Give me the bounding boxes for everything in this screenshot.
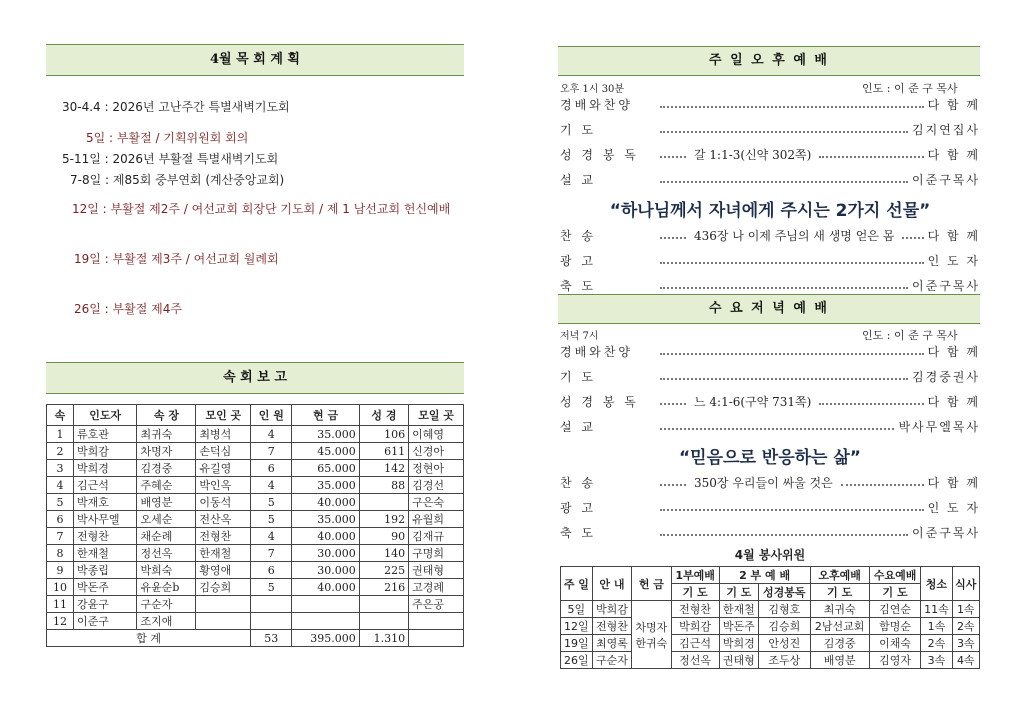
order-of-worship-line — [560, 120, 980, 138]
table-cell — [359, 494, 408, 511]
table-row — [47, 528, 464, 545]
table-cell: 구은숙 — [409, 494, 464, 511]
worship-item-person: 김지연집사 — [912, 122, 980, 137]
week-cell: 12일 — [561, 618, 593, 635]
col-header: 속 — [47, 405, 74, 426]
col-header: 모일 곳 — [409, 405, 464, 426]
table-header-row — [561, 567, 980, 584]
table-cell: 6 — [47, 511, 74, 528]
s2p-cell: 권태형 — [719, 652, 758, 669]
table-cell: 192 — [359, 511, 408, 528]
table-cell: 90 — [359, 528, 408, 545]
worship-item-person: 인 도 자 — [927, 253, 980, 268]
offering-name: 한귀숙 — [635, 636, 668, 650]
order-of-worship-line — [560, 473, 980, 491]
worship-item-label: 설 교 — [560, 419, 596, 434]
table-row — [561, 652, 980, 669]
table-cell: 최귀숙 — [137, 426, 196, 443]
pm-cell: 김경중 — [810, 635, 869, 652]
table-cell: 4 — [47, 477, 74, 494]
table-cell: 김경중 — [137, 460, 196, 477]
table-cell: 손덕심 — [196, 443, 251, 460]
table-cell: 고경례 — [409, 579, 464, 596]
wednesday-service-title: 수 요 저 녁 예 배 — [709, 301, 829, 316]
table-header-row — [47, 405, 464, 426]
schedule-item: 26일 : 부활절 제4주 — [74, 302, 182, 316]
s1-cell: 전형찬 — [671, 601, 719, 618]
table-cell: 구명희 — [409, 545, 464, 562]
worship-item-label: 경배와찬양 — [560, 344, 633, 359]
table-cell: 5 — [47, 494, 74, 511]
dot-leader — [660, 403, 686, 405]
table-cell: 7 — [47, 528, 74, 545]
table-cell: 6 — [251, 460, 292, 477]
worship-item-person: 박사무엘목사 — [898, 419, 980, 434]
s1-cell: 정선옥 — [671, 652, 719, 669]
table-cell: 박종립 — [73, 562, 137, 579]
sunday-sermon-title: “하나님께서 자녀에게 주시는 2가지 선물” — [609, 201, 931, 221]
col-subheader: 기 도 — [869, 584, 920, 601]
table-cell: 2 — [47, 443, 74, 460]
worship-item-detail: 느 4:1-6(구약 731쪽) — [694, 394, 812, 409]
wed-cell: 이채숙 — [869, 635, 920, 652]
table-cell: 216 — [359, 579, 408, 596]
table-cell: 최병석 — [196, 426, 251, 443]
table-cell: 차명자 — [137, 443, 196, 460]
table-cell — [359, 613, 408, 630]
table-cell: 5 — [251, 494, 292, 511]
dot-leader — [660, 353, 924, 355]
worship-item-label: 설 교 — [560, 172, 596, 187]
table-cell: 김근석 — [73, 477, 137, 494]
col-header: 속 장 — [137, 405, 196, 426]
table-cell: 140 — [359, 545, 408, 562]
worship-item-label: 경배와찬양 — [560, 97, 633, 112]
total-people: 53 — [251, 630, 292, 647]
worship-item-label: 축 도 — [560, 525, 596, 540]
schedule-item: 19일 : 부활절 제3주 / 여선교회 월례회 — [74, 252, 279, 266]
table-cell: 주은공 — [409, 596, 464, 613]
col-header: 안 내 — [592, 567, 631, 601]
pm-cell: 배영분 — [810, 652, 869, 669]
worship-item-person: 다 함 께 — [927, 97, 980, 112]
worship-item-label: 성 경 봉 독 — [560, 147, 639, 162]
table-cell: 김경선 — [409, 477, 464, 494]
table-cell: 3 — [47, 460, 74, 477]
table-cell: 611 — [359, 443, 408, 460]
wednesday-sermon-title: “믿음으로 반응하는 삶” — [679, 448, 861, 468]
service-volunteers-table — [560, 566, 980, 669]
meal-cell: 1속 — [952, 601, 979, 618]
worship-item-label: 찬 송 — [560, 228, 596, 243]
s2p-cell: 한재철 — [719, 601, 758, 618]
meal-cell: 2속 — [952, 618, 979, 635]
s1-cell: 박희감 — [671, 618, 719, 635]
table-cell: 11 — [47, 596, 74, 613]
table-cell: 9 — [47, 562, 74, 579]
col-header: 식사 — [952, 567, 979, 601]
table-cell: 40.000 — [292, 494, 359, 511]
sunday-leader: 인도 : 이 준 구 목사 — [862, 82, 958, 95]
table-cell: 박희경 — [73, 460, 137, 477]
dot-leader — [660, 106, 924, 108]
dot-leader — [660, 378, 908, 380]
worship-item-detail: 350장 우리들이 싸울 것은 — [694, 475, 833, 490]
order-of-worship-line — [560, 342, 980, 360]
table-cell: 전형찬 — [196, 528, 251, 545]
table-cell: 106 — [359, 426, 408, 443]
worship-item-person: 이준구목사 — [912, 278, 980, 293]
table-cell: 권태형 — [409, 562, 464, 579]
table-cell: 정선옥 — [137, 545, 196, 562]
order-of-worship-line — [560, 170, 980, 188]
table-cell: 7 — [251, 545, 292, 562]
table-cell: 30.000 — [292, 545, 359, 562]
table-cell: 정현아 — [409, 460, 464, 477]
order-of-worship-line — [560, 251, 980, 269]
col-header: 2 부 예 배 — [719, 567, 810, 584]
report-title: 속 회 보 고 — [223, 370, 287, 385]
order-of-worship-line — [560, 498, 980, 516]
schedule-item: 5-11일 : 2026년 부활절 특별새벽기도회 — [62, 152, 279, 166]
worship-item-person: 김경중권사 — [912, 369, 980, 384]
s2r-cell: 조두상 — [759, 652, 810, 669]
sunday-service-banner — [558, 46, 980, 76]
table-cell: 전산옥 — [196, 511, 251, 528]
dot-leader — [902, 237, 923, 239]
order-of-worship-line — [560, 226, 980, 244]
table-cell — [409, 613, 464, 630]
clean-cell: 3속 — [921, 652, 952, 669]
table-cell: 유월희 — [409, 511, 464, 528]
table-row — [561, 618, 980, 635]
total-bible: 1.310 — [359, 630, 408, 647]
col-header: 인 원 — [251, 405, 292, 426]
order-of-worship-line — [560, 276, 980, 294]
table-row — [47, 443, 464, 460]
table-cell: 4 — [251, 528, 292, 545]
table-cell: 7 — [251, 443, 292, 460]
table-row — [561, 601, 980, 618]
table-row — [47, 494, 464, 511]
order-of-worship-line — [560, 417, 980, 435]
total-offering: 395.000 — [292, 630, 359, 647]
table-cell — [196, 596, 251, 613]
table-cell: 35.000 — [292, 511, 359, 528]
pm-cell: 2남선교회 — [810, 618, 869, 635]
worship-item-label: 찬 송 — [560, 475, 596, 490]
worship-item-label: 성 경 봉 독 — [560, 394, 639, 409]
table-cell: 조지애 — [137, 613, 196, 630]
week-cell: 5일 — [561, 601, 593, 618]
total-row — [47, 630, 464, 647]
table-cell: 주혜순 — [137, 477, 196, 494]
sunday-time: 오후 1시 30분 — [560, 84, 625, 95]
table-cell — [359, 596, 408, 613]
table-cell: 한재철 — [73, 545, 137, 562]
meal-cell: 4속 — [952, 652, 979, 669]
table-cell: 40.000 — [292, 528, 359, 545]
schedule-item: 7-8일 : 제85회 중부연회 (계산중앙교회) — [70, 173, 285, 187]
worship-item-label: 기 도 — [560, 122, 596, 137]
s2r-cell: 안성진 — [759, 635, 810, 652]
table-cell: 유윤순b — [137, 579, 196, 596]
table-cell: 이준구 — [73, 613, 137, 630]
dot-leader — [660, 237, 686, 239]
guide-cell: 구순자 — [592, 652, 631, 669]
worship-item-person: 인 도 자 — [927, 500, 980, 515]
table-cell: 1 — [47, 426, 74, 443]
table-cell — [292, 596, 359, 613]
cell-report-table — [46, 404, 464, 647]
offering-cell — [632, 601, 671, 669]
col-header: 오후예배 — [810, 567, 869, 584]
s1-cell: 김근석 — [671, 635, 719, 652]
table-cell: 10 — [47, 579, 74, 596]
meal-cell: 3속 — [952, 635, 979, 652]
table-cell: 30.000 — [292, 562, 359, 579]
worship-item-label: 기 도 — [560, 369, 596, 384]
dot-leader — [660, 484, 686, 486]
col-subheader: 기 도 — [810, 584, 869, 601]
s2p-cell: 박희경 — [719, 635, 758, 652]
worship-item-label: 축 도 — [560, 278, 596, 293]
table-row — [47, 613, 464, 630]
col-subheader: 기 도 — [671, 584, 719, 601]
table-row — [561, 635, 980, 652]
table-cell: 박희숙 — [137, 562, 196, 579]
table-cell: 142 — [359, 460, 408, 477]
order-of-worship-line — [560, 523, 980, 541]
table-cell: 한재철 — [196, 545, 251, 562]
table-cell: 강윤구 — [73, 596, 137, 613]
total-label: 합 계 — [47, 630, 251, 647]
table-cell: 김재규 — [409, 528, 464, 545]
table-row — [47, 426, 464, 443]
worship-item-person: 다 함 께 — [927, 228, 980, 243]
schedule-item: 30-4.4 : 2026년 고난주간 특별새벽기도회 — [62, 100, 290, 114]
col-subheader: 성경봉독 — [759, 584, 810, 601]
clean-cell: 1속 — [921, 618, 952, 635]
col-subheader: 기 도 — [719, 584, 758, 601]
schedule-item: 5일 : 부활절 / 기획위원회 회의 — [86, 131, 249, 145]
dot-leader — [660, 262, 924, 264]
table-cell: 황영애 — [196, 562, 251, 579]
table-cell — [251, 613, 292, 630]
clean-cell: 2속 — [921, 635, 952, 652]
worship-item-detail: 갈 1:1-3(신약 302쪽) — [694, 147, 812, 162]
table-cell: 박사무엘 — [73, 511, 137, 528]
table-cell: 유길영 — [196, 460, 251, 477]
worship-item-label: 광 고 — [560, 500, 596, 515]
table-cell: 12 — [47, 613, 74, 630]
dot-leader — [660, 287, 908, 289]
table-cell: 오세순 — [137, 511, 196, 528]
guide-cell: 전형찬 — [592, 618, 631, 635]
dot-leader — [660, 509, 924, 511]
dot-leader — [841, 484, 924, 486]
dot-leader — [660, 131, 908, 133]
guide-cell: 박희감 — [592, 601, 631, 618]
table-row — [47, 511, 464, 528]
sunday-service-title: 주 일 오 후 예 배 — [709, 53, 829, 68]
offering-name: 차명자 — [635, 620, 668, 634]
table-cell — [292, 613, 359, 630]
table-cell: 전형찬 — [73, 528, 137, 545]
s2p-cell: 박돈주 — [719, 618, 758, 635]
table-cell: 40.000 — [292, 579, 359, 596]
service-volunteers-title: 4월 봉사위원 — [734, 548, 806, 562]
col-header: 1부예배 — [671, 567, 719, 584]
col-header: 모인 곳 — [196, 405, 251, 426]
dot-leader — [660, 156, 686, 158]
table-row — [47, 545, 464, 562]
wednesday-leader: 인도 : 이 준 구 목사 — [862, 329, 958, 342]
dot-leader — [660, 534, 908, 536]
table-cell: 김승희 — [196, 579, 251, 596]
col-header: 성 경 — [359, 405, 408, 426]
table-cell — [196, 613, 251, 630]
table-cell: 225 — [359, 562, 408, 579]
pm-cell: 최귀숙 — [810, 601, 869, 618]
col-header: 주 일 — [561, 567, 593, 601]
table-cell: 5 — [251, 511, 292, 528]
worship-item-label: 광 고 — [560, 253, 596, 268]
order-of-worship-line — [560, 392, 980, 410]
plan-title-banner — [46, 44, 464, 76]
dot-leader — [660, 181, 908, 183]
table-cell: 88 — [359, 477, 408, 494]
order-of-worship-line — [560, 145, 980, 163]
week-cell: 19일 — [561, 635, 593, 652]
table-cell: 박인옥 — [196, 477, 251, 494]
table-cell: 45.000 — [292, 443, 359, 460]
table-cell: 65.000 — [292, 460, 359, 477]
worship-item-person: 다 함 께 — [927, 147, 980, 162]
table-cell: 5 — [251, 579, 292, 596]
table-cell: 이혜영 — [409, 426, 464, 443]
worship-item-person: 다 함 께 — [927, 475, 980, 490]
dot-leader — [819, 156, 923, 158]
wed-cell: 함명순 — [869, 618, 920, 635]
table-cell: 박희감 — [73, 443, 137, 460]
table-row — [47, 460, 464, 477]
table-cell: 박재호 — [73, 494, 137, 511]
table-cell — [251, 596, 292, 613]
order-of-worship-line — [560, 95, 980, 113]
col-header: 현 금 — [292, 405, 359, 426]
dot-leader — [819, 403, 923, 405]
worship-item-person: 이준구목사 — [912, 172, 980, 187]
plan-title: 4월 목 회 계 획 — [210, 52, 300, 67]
wed-cell: 김영자 — [869, 652, 920, 669]
table-row — [47, 477, 464, 494]
report-title-banner — [46, 362, 464, 394]
dot-leader — [660, 428, 894, 430]
worship-item-person: 다 함 께 — [927, 394, 980, 409]
worship-item-person: 이준구목사 — [912, 525, 980, 540]
table-cell: 이동석 — [196, 494, 251, 511]
table-cell: 8 — [47, 545, 74, 562]
table-row — [47, 562, 464, 579]
s2r-cell: 김승희 — [759, 618, 810, 635]
worship-item-person: 다 함 께 — [927, 344, 980, 359]
table-cell: 박돈주 — [73, 579, 137, 596]
wednesday-service-banner — [558, 294, 980, 324]
s2r-cell: 김형호 — [759, 601, 810, 618]
table-cell: 6 — [251, 562, 292, 579]
col-header: 수요예배 — [869, 567, 920, 584]
table-row — [47, 596, 464, 613]
table-cell: 4 — [251, 426, 292, 443]
table-cell: 채순례 — [137, 528, 196, 545]
table-cell: 구순자 — [137, 596, 196, 613]
schedule-item: 12일 : 부활절 제2주 / 여선교회 회장단 기도회 / 제 1 남선교회 헌신예배 — [72, 202, 451, 216]
total-empty — [409, 630, 464, 647]
table-cell: 류호관 — [73, 426, 137, 443]
col-header: 인도자 — [73, 405, 137, 426]
col-header: 헌 금 — [632, 567, 671, 601]
table-cell: 배영분 — [137, 494, 196, 511]
table-cell: 4 — [251, 477, 292, 494]
week-cell: 26일 — [561, 652, 593, 669]
table-row — [47, 579, 464, 596]
table-cell: 신경아 — [409, 443, 464, 460]
wednesday-time: 저녁 7시 — [560, 331, 599, 342]
worship-item-detail: 436장 나 이제 주님의 새 생명 얻은 몸 — [694, 228, 895, 243]
guide-cell: 최영록 — [592, 635, 631, 652]
table-cell: 35.000 — [292, 426, 359, 443]
col-header: 청소 — [921, 567, 952, 601]
table-cell: 35.000 — [292, 477, 359, 494]
clean-cell: 11속 — [921, 601, 952, 618]
wed-cell: 김연순 — [869, 601, 920, 618]
order-of-worship-line — [560, 367, 980, 385]
